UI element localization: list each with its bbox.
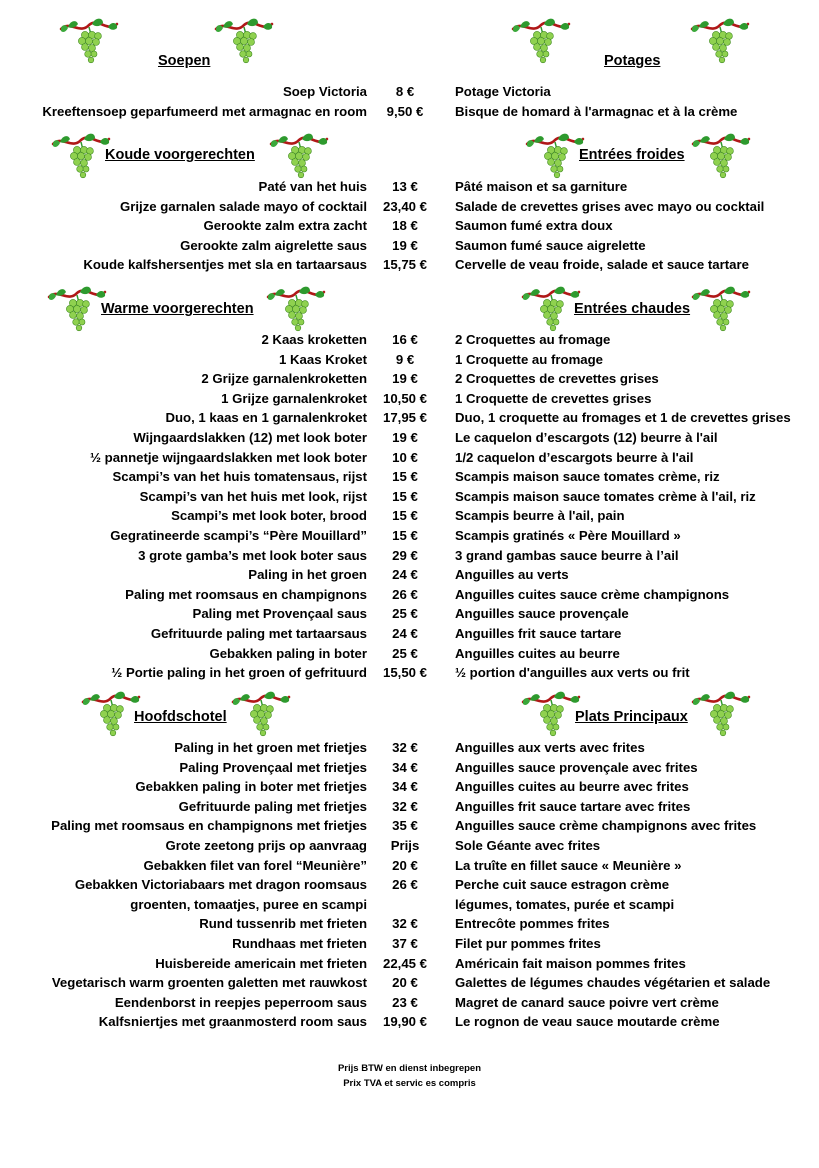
dish-name-fr: Scampis gratinés « Père Mouillard »: [455, 527, 681, 543]
dish-price: 15 €: [392, 527, 418, 543]
menu-item-row: [0, 816, 819, 836]
section-header-soups: [0, 15, 819, 69]
menu-item-row: [0, 895, 819, 915]
grape-vine-icon: [58, 15, 120, 65]
dish-price: 13 €: [392, 179, 418, 194]
menu-item-row: [0, 216, 819, 236]
menu-item-row: [0, 836, 819, 856]
dish-name-fr: Salade de crevettes grises avec mayo ou cocktail: [455, 198, 765, 214]
dish-price: 9,50 €: [386, 103, 424, 119]
dish-price: 20 €: [392, 857, 418, 873]
dish-price: 8 €: [395, 84, 415, 99]
dish-price: 26 €: [392, 877, 418, 893]
section-title-fr: Entrées froides: [579, 147, 685, 163]
menu-item-row: [0, 604, 819, 624]
dish-price: 15 €: [392, 508, 418, 524]
menu-item-row: [0, 236, 819, 256]
menu-item-row: [0, 408, 819, 428]
footer-note: [0, 1061, 819, 1091]
menu-item-row: [0, 914, 819, 934]
dish-price: 19 €: [392, 371, 418, 387]
menu-item-row: [0, 797, 819, 817]
dish-name-nl: Eendenborst in reepjes peperroom saus: [114, 994, 367, 1010]
section-title-nl: Hoofdschotel: [134, 709, 227, 725]
dish-price: 34 €: [392, 759, 418, 775]
grape-vine-icon: [520, 283, 582, 333]
dish-name-nl: Gerookte zalm aigrelette saus: [180, 237, 367, 253]
dish-name-nl: Huisbereide americain met frieten: [155, 955, 367, 971]
dish-name-fr: Anguilles frit sauce tartare: [455, 625, 622, 641]
menu-item-row: [0, 197, 819, 217]
dish-name-fr: 2 Croquettes au fromage: [455, 332, 611, 347]
dish-price: Prijs: [390, 837, 420, 853]
menu-item-row: [0, 777, 819, 797]
dish-name-fr: Cervelle de veau froide, salade et sauce tartare: [455, 257, 749, 273]
dish-name-nl: Soep Victoria: [282, 84, 367, 99]
dish-price: 19 €: [392, 237, 418, 253]
dish-price: 16 €: [392, 332, 418, 347]
dish-name-nl: Paling met roomsaus en champignons: [125, 586, 367, 602]
dish-name-nl: Gebakken paling in boter: [209, 645, 367, 661]
dish-name-fr: ½ portion d'anguilles aux verts ou frit: [455, 665, 690, 681]
section-rows: [0, 330, 819, 683]
dish-name-fr: La truîte en fillet sauce « Meunière »: [455, 857, 682, 873]
section-title-fr: Plats Principaux: [575, 709, 688, 725]
grape-vine-icon: [46, 283, 108, 333]
dish-name-nl: Paling met roomsaus en champignons met frietjes: [51, 818, 367, 834]
dish-name-nl: 2 Grijze garnalenkroketten: [201, 371, 367, 387]
dish-name-nl: 3 grote gamba’s met look boter saus: [138, 547, 367, 563]
dish-price: 15,75 €: [383, 257, 427, 273]
dish-name-fr: Anguilles frit sauce tartare avec frites: [455, 798, 691, 814]
dish-price: 35 €: [392, 818, 418, 834]
dish-name-nl: 1 Grijze garnalenkroket: [221, 390, 367, 406]
grape-vine-icon: [524, 130, 586, 180]
dish-price: 19 €: [392, 429, 418, 445]
menu-item-row: [0, 448, 819, 468]
dish-name-fr: Anguilles sauce provençale avec frites: [455, 759, 698, 775]
dish-name-fr: Sole Géante avec frites: [455, 837, 601, 853]
dish-name-fr: 1 Croquette de crevettes grises: [455, 390, 652, 406]
dish-price: 10 €: [392, 449, 418, 465]
dish-name-fr: Pâté maison et sa garniture: [455, 179, 628, 194]
dish-name-fr: Saumon fumé sauce aigrelette: [455, 237, 646, 253]
dish-name-fr: Anguilles au verts: [455, 567, 569, 583]
menu-item-row: [0, 644, 819, 664]
dish-name-nl: Gefrituurde paling met frietjes: [178, 798, 367, 814]
dish-price: 25 €: [392, 645, 418, 661]
dish-price: 29 €: [392, 547, 418, 563]
dish-name-nl: Scampi’s met look boter, brood: [171, 508, 367, 524]
grape-vine-icon: [265, 283, 327, 333]
dish-name-nl: ½ pannetje wijngaardslakken met look boter: [89, 449, 367, 465]
dish-name-nl: Paling in het groen: [248, 567, 367, 583]
footer-line-nl: Prijs BTW en dienst inbegrepen: [337, 1063, 482, 1074]
menu-item-row: [0, 565, 819, 585]
dish-name-fr: Anguilles cuites sauce crème champignons: [455, 586, 730, 602]
menu-item-row: [0, 663, 819, 683]
dish-price: 23,40 €: [383, 198, 427, 214]
dish-name-fr: légumes, tomates, purée et scampi: [455, 896, 675, 912]
menu-item-row: [0, 389, 819, 409]
dish-price: 15 €: [392, 488, 418, 504]
grape-vine-icon: [50, 130, 112, 180]
dish-price: 17,95 €: [383, 410, 427, 426]
section-rows: [0, 82, 819, 121]
dish-name-fr: 3 grand gambas sauce beurre à l’ail: [455, 547, 679, 563]
dish-name-nl: Vegetarisch warm groenten galetten met rauwkost: [51, 975, 367, 991]
dish-price: 32 €: [392, 740, 418, 755]
dish-name-fr: Scampis maison sauce tomates crème à l'ail, riz: [455, 488, 756, 504]
dish-name-fr: Anguilles cuites au beurre avec frites: [455, 779, 689, 795]
dish-name-nl: Rundhaas met frieten: [232, 935, 367, 951]
dish-name-nl: Paling met Provençaal saus: [192, 606, 367, 622]
grape-vine-icon: [690, 283, 752, 333]
menu-item-row: [0, 526, 819, 546]
grape-vine-icon: [80, 688, 142, 738]
dish-name-nl: Rund tussenrib met frieten: [199, 916, 367, 932]
dish-name-fr: Scampis maison sauce tomates crème, riz: [455, 469, 720, 485]
dish-name-nl: Gerookte zalm extra zacht: [203, 218, 367, 234]
dish-name-nl: ½ Portie paling in het groen of gefrituurd: [111, 665, 367, 681]
footer-line-fr: Prix TVA et servic es compris: [343, 1078, 476, 1089]
dish-name-fr: 1/2 caquelon d’escargots beurre à l'ail: [455, 449, 694, 465]
dish-name-fr: Bisque de homard à l'armagnac et à la crème: [455, 103, 738, 119]
dish-name-fr: Saumon fumé extra doux: [455, 218, 613, 234]
dish-name-nl: Grote zeetong prijs op aanvraag: [165, 837, 367, 853]
dish-name-fr: Anguilles cuites au beurre: [455, 645, 620, 661]
grape-vine-icon: [213, 15, 275, 65]
menu-item-row: [0, 1012, 819, 1032]
dish-name-nl: Gefrituurde paling met tartaarsaus: [150, 625, 367, 641]
dish-name-nl: Duo, 1 kaas en 1 garnalenkroket: [165, 410, 367, 426]
dish-price: 15,50 €: [383, 665, 427, 681]
dish-name-fr: Perche cuit sauce estragon crème: [455, 877, 670, 893]
dish-price: 24 €: [392, 625, 418, 641]
dish-name-fr: Galettes de légumes chaudes végétarien et salade: [455, 975, 771, 991]
dish-name-nl: 2 Kaas kroketten: [261, 332, 367, 347]
grape-vine-icon: [510, 15, 572, 65]
section-title-nl: Soepen: [158, 53, 211, 69]
dish-price: 37 €: [392, 935, 418, 951]
dish-name-nl: Gebakken paling in boter met frietjes: [135, 779, 367, 795]
dish-name-nl: Paté van het huis: [258, 179, 367, 194]
dish-name-nl: Scampi’s van het huis met look, rijst: [139, 488, 367, 504]
dish-price: 10,50 €: [383, 390, 427, 406]
menu-item-row: [0, 934, 819, 954]
dish-name-fr: Le caquelon d’escargots (12) beurre à l'ail: [455, 429, 718, 445]
dish-name-nl: 1 Kaas Kroket: [279, 351, 367, 367]
dish-price: 25 €: [392, 606, 418, 622]
dish-price: 23 €: [392, 994, 418, 1010]
dish-name-nl: Wijngaardslakken (12) met look boter: [133, 429, 367, 445]
menu-item-row: [0, 369, 819, 389]
menu-item-row: [0, 954, 819, 974]
section-title-nl: Warme voorgerechten: [101, 301, 254, 317]
grape-vine-icon: [520, 688, 582, 738]
dish-price: 22,45 €: [383, 955, 427, 971]
section-title-nl: Koude voorgerechten: [105, 147, 255, 163]
menu-item-row: [0, 624, 819, 644]
dish-price: 9 €: [395, 351, 415, 367]
dish-name-fr: Anguilles sauce crème champignons avec frites: [455, 818, 757, 834]
dish-name-nl: Gegratineerde scampi’s “Père Mouillard”: [110, 527, 367, 543]
section-rows: [0, 177, 819, 275]
dish-price: 32 €: [392, 916, 418, 932]
dish-name-fr: Anguilles sauce provençale: [455, 606, 629, 622]
section-title-fr: Entrées chaudes: [574, 301, 691, 317]
dish-price: 19,90 €: [383, 1014, 427, 1030]
dish-price: 24 €: [392, 567, 418, 583]
dish-name-fr: Magret de canard sauce poivre vert crème: [455, 994, 719, 1010]
dish-name-fr: Filet pur pommes frites: [455, 935, 601, 951]
dish-name-nl: Gebakken Victoriabaars met dragon roomsaus: [74, 877, 367, 893]
dish-price: 26 €: [392, 586, 418, 602]
menu-item-row: [0, 102, 819, 122]
menu-item-row: [0, 428, 819, 448]
dish-name-fr: Potage Victoria: [455, 84, 551, 99]
dish-price: 15 €: [392, 469, 418, 485]
menu-item-row: [0, 738, 819, 758]
dish-name-fr: Le rognon de veau sauce moutarde crème: [455, 1014, 720, 1030]
dish-name-nl: Kalfsniertjes met graanmosterd room saus: [98, 1014, 367, 1030]
menu-item-row: [0, 546, 819, 566]
dish-name-fr: 2 Croquettes de crevettes grises: [455, 371, 659, 387]
dish-name-fr: Entrecôte pommes frites: [455, 916, 610, 932]
dish-price: 18 €: [392, 218, 418, 234]
menu-item-row: [0, 973, 819, 993]
grape-vine-icon: [690, 130, 752, 180]
dish-name-nl: Kreeftensoep geparfumeerd met armagnac en room: [42, 103, 367, 119]
dish-price: 32 €: [392, 798, 418, 814]
menu-item-row: [0, 350, 819, 370]
menu-item-row: [0, 875, 819, 895]
grape-vine-icon: [690, 688, 752, 738]
grape-vine-icon: [230, 688, 292, 738]
dish-name-nl: Paling in het groen met frietjes: [174, 740, 367, 755]
dish-name-nl: Gebakken filet van forel “Meunière”: [143, 857, 367, 873]
dish-price: 20 €: [392, 975, 418, 991]
grape-vine-icon: [689, 15, 751, 65]
dish-name-nl: Paling Provençaal met frietjes: [179, 759, 367, 775]
menu-item-row: [0, 993, 819, 1013]
dish-price: 34 €: [392, 779, 418, 795]
dish-name-fr: Américain fait maison pommes frites: [455, 955, 686, 971]
section-header-main-courses: [0, 688, 819, 728]
section-rows: [0, 738, 819, 1032]
menu-item-row: [0, 467, 819, 487]
dish-name-fr: Duo, 1 croquette au fromages et 1 de crevettes grises: [455, 410, 791, 426]
section-title-fr: Potages: [604, 53, 661, 69]
section-header-warm-starters: [0, 283, 819, 323]
menu-item-row: [0, 506, 819, 526]
dish-name-fr: Anguilles aux verts avec frites: [455, 740, 645, 755]
dish-name-nl: Scampi’s van het huis tomatensaus, rijst: [112, 469, 367, 485]
menu-item-row: [0, 82, 819, 102]
menu-item-row: [0, 856, 819, 876]
section-header-cold-starters: [0, 130, 819, 170]
menu-item-row: [0, 177, 819, 197]
menu-item-row: [0, 758, 819, 778]
dish-name-fr: 1 Croquette au fromage: [455, 351, 604, 367]
menu-item-row: [0, 330, 819, 350]
dish-name-nl: Koude kalfshersentjes met sla en tartaarsaus: [83, 257, 367, 273]
menu-item-row: [0, 487, 819, 507]
dish-name-nl: Grijze garnalen salade mayo of cocktail: [120, 198, 367, 214]
menu-item-row: [0, 585, 819, 605]
dish-name-nl: groenten, tomaatjes, puree en scampi: [130, 896, 367, 912]
dish-name-fr: Scampis beurre à l'ail, pain: [455, 508, 625, 524]
menu-item-row: [0, 255, 819, 275]
grape-vine-icon: [268, 130, 330, 180]
